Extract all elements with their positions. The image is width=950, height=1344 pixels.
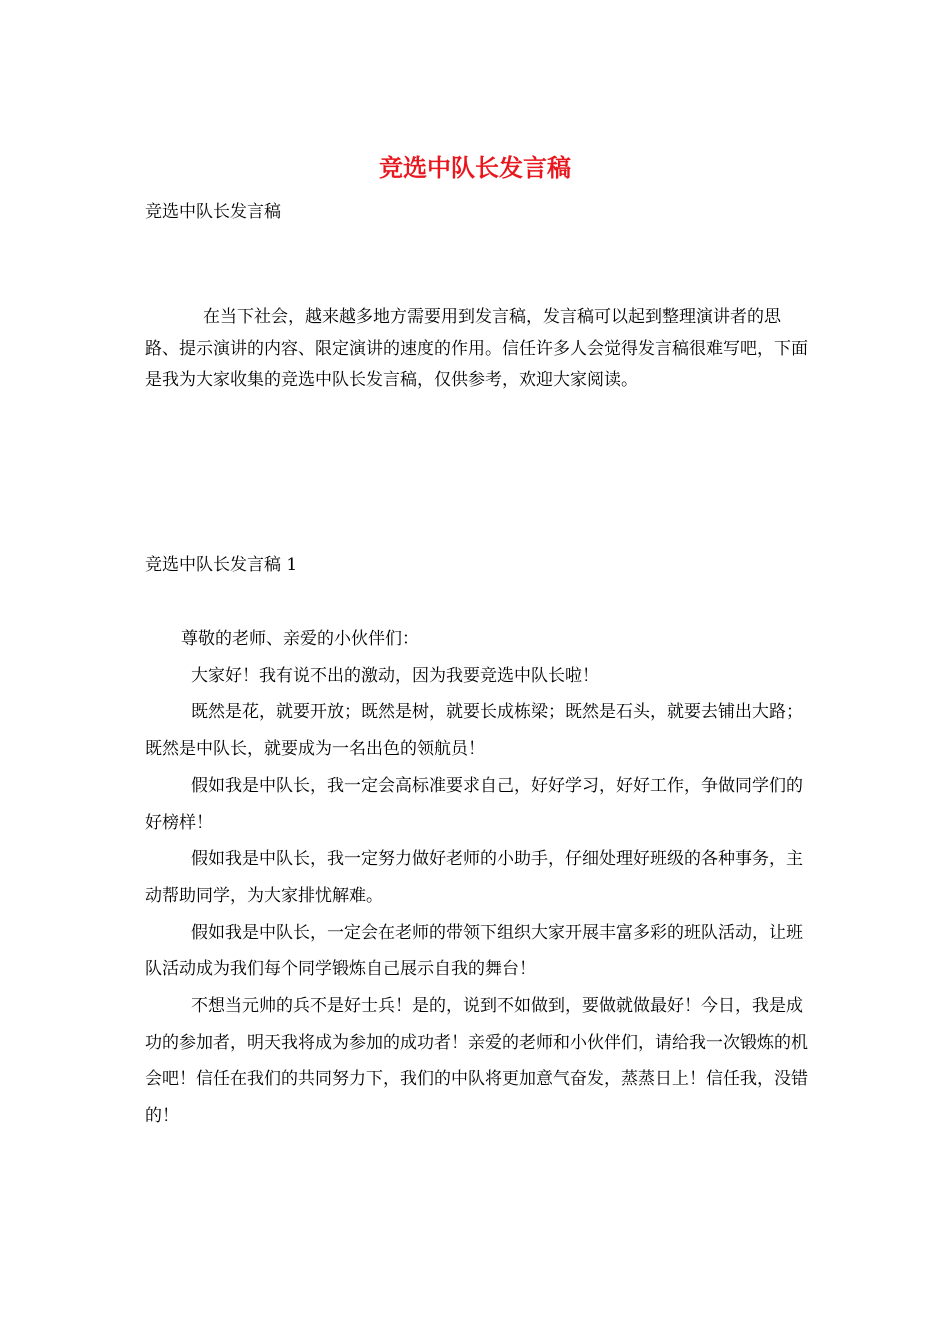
speech-paragraph-1: 大家好！我有说不出的激动，因为我要竞选中队长啦！ xyxy=(191,665,599,686)
speech-paragraph-6: 不想当元帅的兵不是好士兵！是的，说到不如做到，要做就做最好！今日，我是成功的参加者，明天我将成为参加的成功者！亲爱的老师和小伙伴们，请给我一次锻炼的机会吧！信任在我们的共同努力下，我们的中队将更加意气奋发，蒸蒸日上！信任我，没错的！ xyxy=(145,996,808,1127)
speech-paragraph-4: 假如我是中队长，我一定努力做好老师的小助手，仔细处理好班级的各种事务，主动帮助同学，为大家排忧解难。 xyxy=(145,849,803,906)
intro-paragraph: 在当下社会，越来越多地方需要用到发言稿，发言稿可以起到整理演讲者的思路、提示演讲的内容、限定演讲的速度的作用。信任许多人会觉得发言稿很难写吧，下面是我为大家收集的竞选中队长发言稿，仅供参考，欢迎大家阅读。 xyxy=(145,307,808,390)
speech-body xyxy=(145,621,815,1135)
salutation: 尊敬的老师、亲爱的小伙伴们： xyxy=(181,629,419,649)
page-title: 竞选中队长发言稿 xyxy=(379,154,571,182)
speech-paragraph-3: 假如我是中队长，我一定会高标准要求自己，好好学习，好好工作，争做同学们的好榜样！ xyxy=(145,775,803,833)
speech-paragraph-5: 假如我是中队长，一定会在老师的带领下组织大家开展丰富多彩的班队活动，让班队活动成为我们每个同学锻炼自己展示自我的舞台！ xyxy=(145,922,803,980)
document-subtitle: 竞选中队长发言稿 xyxy=(145,202,281,222)
speech-paragraph-2: 既然是花，就要开放；既然是树，就要长成栋梁；既然是石头，就要去铺出大路；既然是中队长，就要成为一名出色的领航员！ xyxy=(145,702,803,760)
section-heading: 竞选中队长发言稿 1 xyxy=(145,555,298,575)
